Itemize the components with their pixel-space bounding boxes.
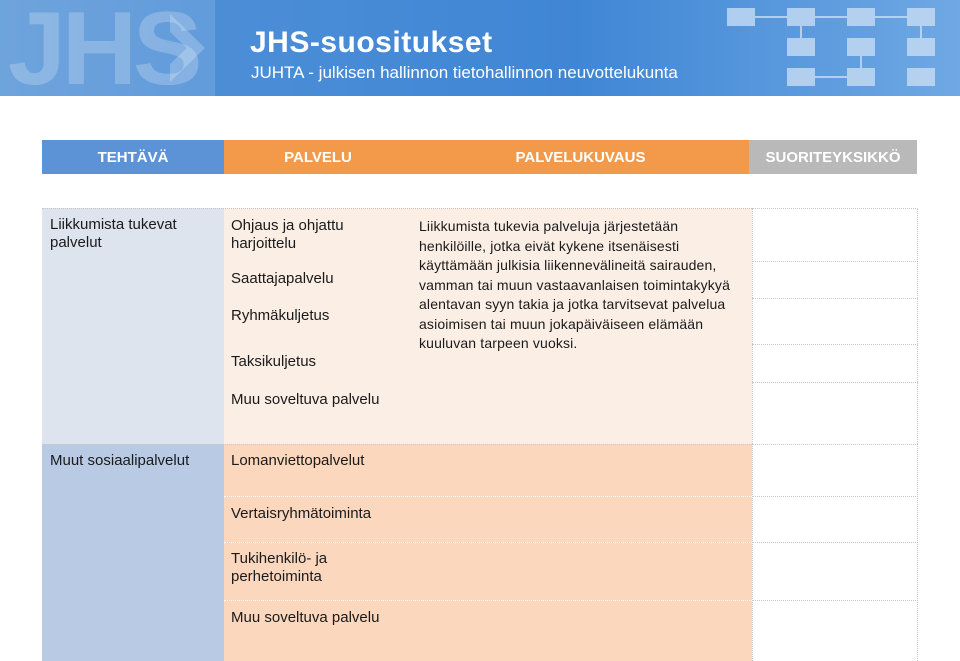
page-title: JHS-suositukset	[250, 26, 493, 59]
service-item: Ryhmäkuljetus	[231, 307, 330, 324]
task-label: Muut sosiaalipalvelut	[50, 452, 190, 469]
service-item: Muu soveltuva palvelu	[231, 391, 380, 408]
service-item: Ohjaus ja ohjattu harjoittelu	[231, 217, 344, 252]
svg-text:JHS: JHS	[8, 0, 199, 96]
header-banner	[0, 0, 960, 96]
task-cell	[42, 208, 224, 444]
page-subtitle: JUHTA - julkisen hallinnon tietohallinnon neuvottelukunta	[251, 63, 678, 82]
service-item: Tukihenkilö- ja perhetoiminta	[231, 550, 328, 585]
service-item: Lomanviettopalvelut	[231, 452, 365, 469]
column-header-task: TEHTÄVÄ	[42, 140, 224, 174]
service-item: Vertaisryhmätoiminta	[231, 505, 372, 522]
divider	[752, 496, 918, 497]
column-header-service: PALVELU	[224, 140, 412, 174]
service-item: Saattajapalvelu	[231, 270, 334, 287]
description-cell	[412, 444, 752, 661]
divider	[752, 261, 918, 262]
unit-cell	[752, 444, 918, 661]
divider	[42, 208, 918, 209]
divider	[752, 600, 918, 601]
divider	[752, 298, 918, 299]
divider	[42, 444, 918, 445]
service-item: Muu soveltuva palvelu	[231, 609, 380, 626]
divider	[752, 382, 918, 383]
service-item: Taksikuljetus	[231, 353, 317, 370]
task-label: Liikkumista tukevat palvelut	[50, 216, 177, 251]
service-description: Liikkumista tukevia palveluja järjestetään henkilöille, jotka eivät kykene itsenäisesti käyttämään julkisia liikennevälineitä sairauden, vamman tai muun vastaavanlaisen toimintakykyä alentavan syyn takia ja jotka tarvitsevat palvelua asioimisen tai muun jokapäiväiseen elämään kuuluvan tarpeen vuoksi.	[419, 218, 731, 351]
column-header-unit: SUORITEYKSIKKÖ	[749, 140, 917, 174]
column-header-description: PALVELUKUVAUS	[412, 140, 749, 174]
unit-cell	[752, 208, 918, 444]
jhs-logo	[0, 0, 215, 96]
divider	[752, 542, 918, 543]
flowchart-decoration-icon	[715, 0, 960, 96]
divider	[752, 344, 918, 345]
task-cell	[42, 444, 224, 661]
